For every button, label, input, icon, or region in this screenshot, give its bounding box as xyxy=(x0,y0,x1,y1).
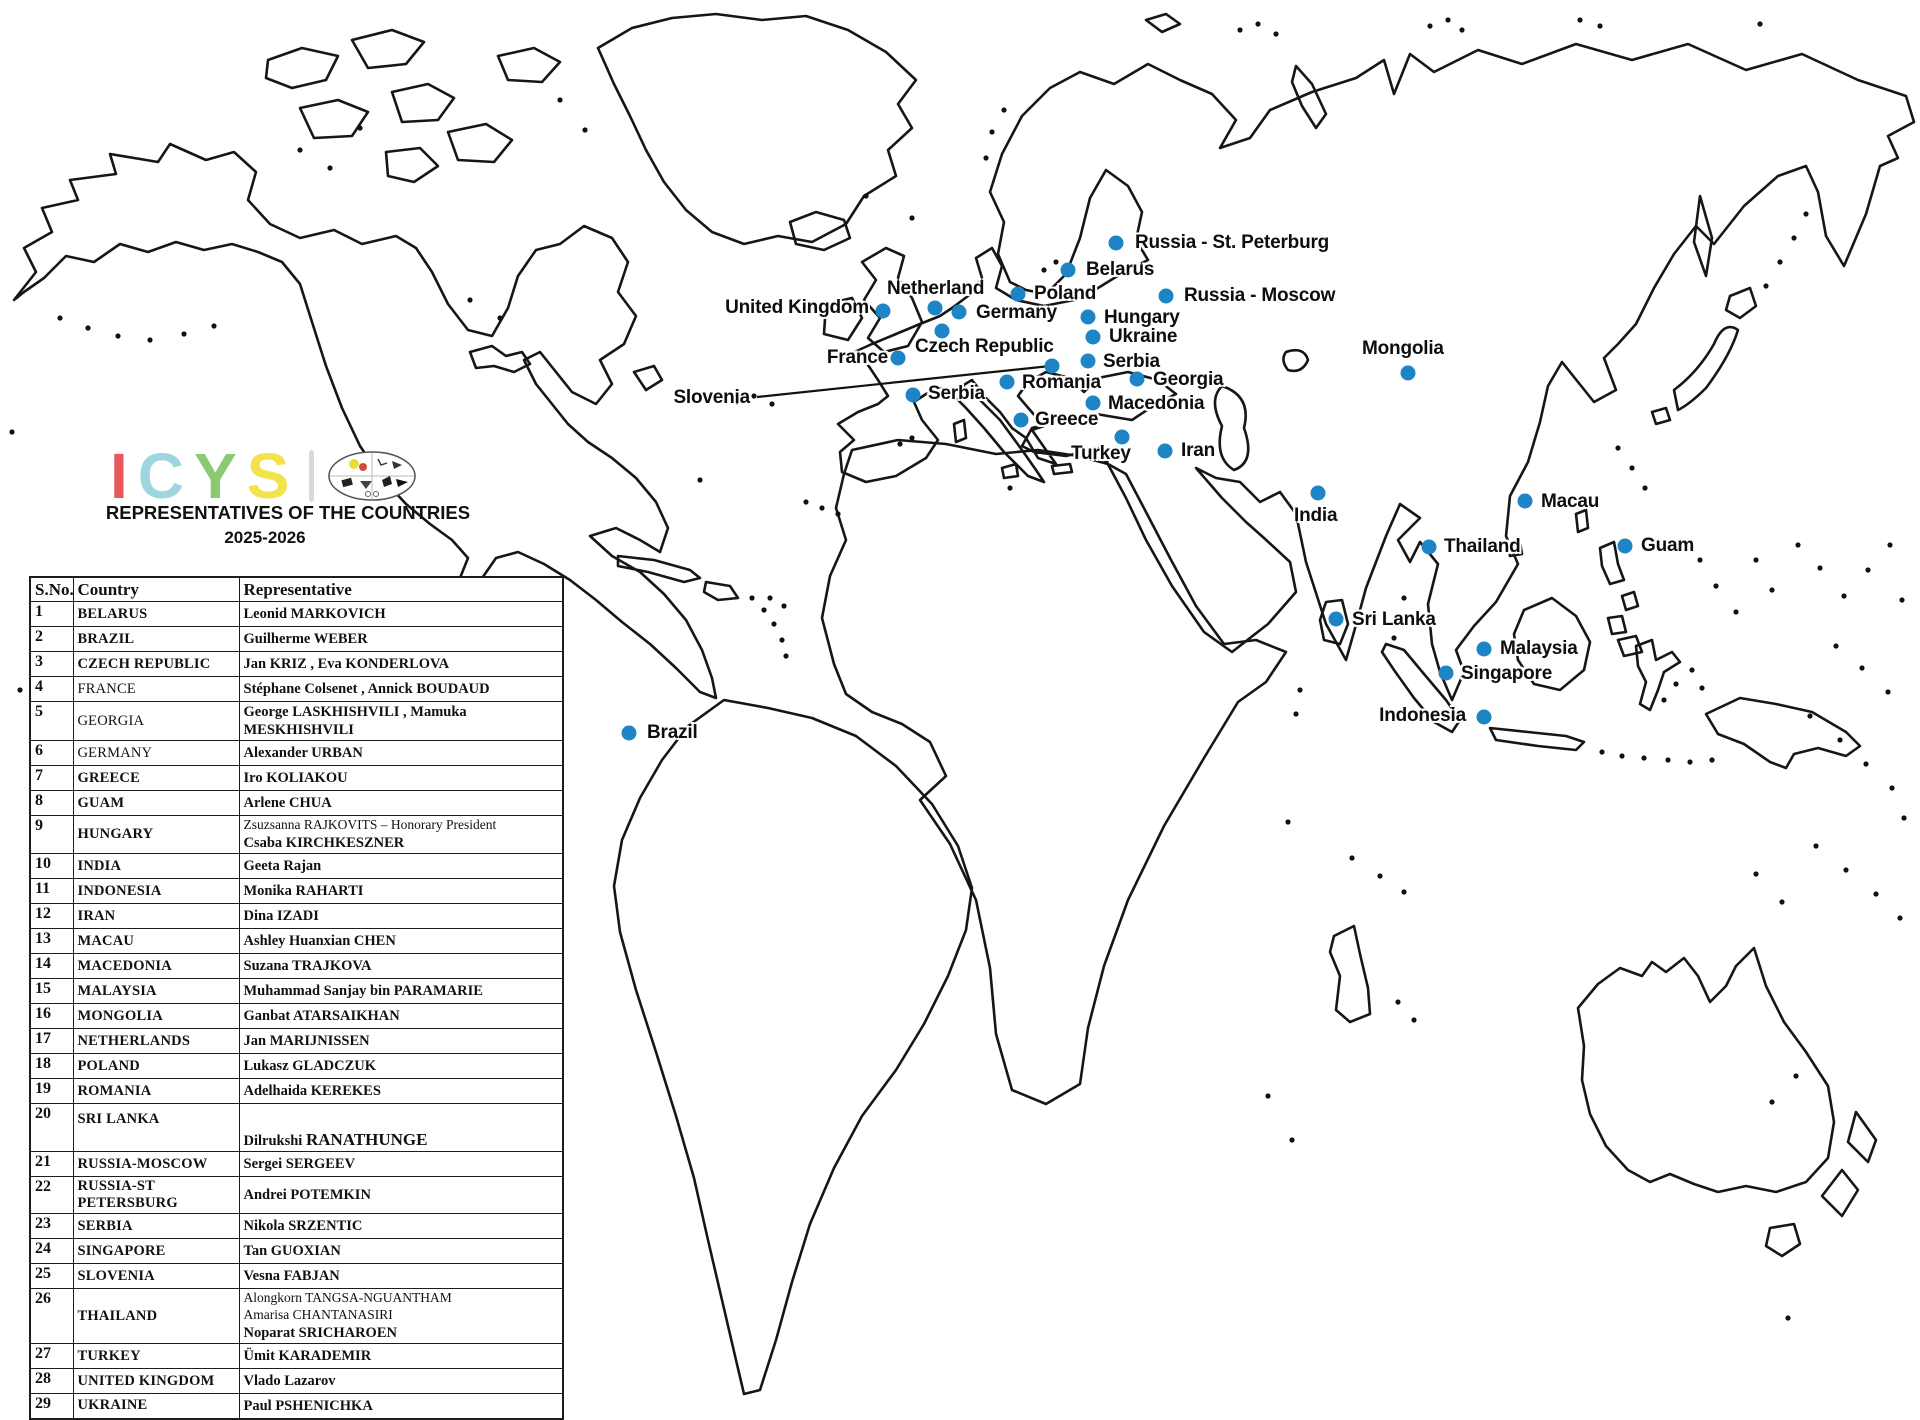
cell-serial-number: 6 xyxy=(30,741,73,766)
country-marker-label: Singapore xyxy=(1461,663,1553,684)
cell-country: RUSSIA-ST PETERSBURG xyxy=(73,1177,239,1214)
cell-representative xyxy=(239,1079,563,1104)
country-marker-label: Serbia xyxy=(928,383,985,404)
cell-serial-number: 21 xyxy=(30,1152,73,1177)
table-row xyxy=(30,627,563,652)
country-marker-label: Greece xyxy=(1035,409,1099,430)
country-marker-label: France xyxy=(826,347,888,368)
representative-name: Sergei SERGEEV xyxy=(243,1155,356,1172)
country-marker-label: Belarus xyxy=(1086,259,1155,280)
country-marker-label: Hungary xyxy=(1104,307,1180,328)
cell-representative xyxy=(239,1394,563,1419)
country-marker-dot[interactable] xyxy=(1518,494,1533,509)
cell-representative xyxy=(239,929,563,954)
page-subtitle: 2025-2026 xyxy=(224,528,306,547)
cell-representative xyxy=(239,1029,563,1054)
cell-country: UKRAINE xyxy=(73,1394,239,1419)
cell-country: FRANCE xyxy=(73,677,239,702)
country-marker-dot[interactable] xyxy=(928,301,943,316)
cell-representative xyxy=(239,879,563,904)
cell-serial-number: 25 xyxy=(30,1264,73,1289)
country-marker-dot[interactable] xyxy=(1109,236,1124,251)
cell-country: SERBIA xyxy=(73,1214,239,1239)
country-marker-dot[interactable] xyxy=(1401,366,1416,381)
cell-serial-number: 11 xyxy=(30,879,73,904)
cell-serial-number: 14 xyxy=(30,954,73,979)
cell-serial-number: 12 xyxy=(30,904,73,929)
cell-country: HUNGARY xyxy=(73,816,239,854)
representative-name: Andrei POTEMKIN xyxy=(243,1186,371,1203)
representative-name: Zsuzsanna RAJKOVITS – Honorary President xyxy=(243,817,497,833)
cell-representative xyxy=(239,702,563,741)
table-header-row xyxy=(30,577,563,602)
country-marker-label: Iran xyxy=(1181,440,1216,461)
country-marker-dot[interactable] xyxy=(1011,287,1026,302)
logo-divider xyxy=(309,450,314,502)
country-marker-label: Czech Republic xyxy=(915,336,1054,357)
col-header-sno: S.No. xyxy=(30,577,73,602)
icys-logo xyxy=(106,440,418,512)
table-row xyxy=(30,677,563,702)
country-marker-dot[interactable] xyxy=(622,726,637,741)
cell-serial-number: 1 xyxy=(30,602,73,627)
table-row xyxy=(30,1029,563,1054)
cell-serial-number: 2 xyxy=(30,627,73,652)
table-row xyxy=(30,1344,563,1369)
cell-serial-number: 20 xyxy=(30,1104,73,1152)
country-marker-label: United Kingdom xyxy=(725,297,869,318)
representative-name: Iro KOLIAKOU xyxy=(243,770,348,787)
country-marker-label: Thailand xyxy=(1444,536,1521,557)
country-marker-label: Indonesia xyxy=(1379,705,1466,726)
cell-country: GEORGIA xyxy=(73,702,239,741)
table-row xyxy=(30,1004,563,1029)
cell-serial-number: 27 xyxy=(30,1344,73,1369)
country-marker-dot[interactable] xyxy=(1477,710,1492,725)
icys-logo-letters xyxy=(106,440,295,512)
country-marker-label: Guam xyxy=(1641,535,1695,556)
cell-serial-number: 9 xyxy=(30,816,73,854)
country-marker-label: Malaysia xyxy=(1500,638,1578,659)
cell-serial-number: 26 xyxy=(30,1289,73,1344)
representative-name: Guilherme WEBER xyxy=(243,630,368,647)
representative-name: Paul PSHENICHKA xyxy=(243,1397,373,1414)
table-row xyxy=(30,979,563,1004)
representative-name: Ümit KARADEMIR xyxy=(243,1348,372,1365)
country-marker-dot[interactable] xyxy=(1422,540,1437,555)
cell-serial-number: 7 xyxy=(30,766,73,791)
representative-name: Vlado Lazarov xyxy=(243,1373,336,1390)
cell-representative xyxy=(239,1152,563,1177)
country-marker-dot[interactable] xyxy=(1477,642,1492,657)
cell-country: MACAU xyxy=(73,929,239,954)
cell-country: GERMANY xyxy=(73,741,239,766)
cell-country: MONGOLIA xyxy=(73,1004,239,1029)
cell-country: GUAM xyxy=(73,791,239,816)
cell-country: INDIA xyxy=(73,854,239,879)
cell-representative xyxy=(239,627,563,652)
representative-name: Alexander URBAN xyxy=(243,745,363,762)
country-marker-label: Turkey xyxy=(1071,443,1131,464)
cell-representative xyxy=(239,1004,563,1029)
logo-letter: C xyxy=(137,440,186,512)
country-marker-label: Russia - St. Peterburg xyxy=(1135,232,1330,253)
cell-serial-number: 8 xyxy=(30,791,73,816)
cell-representative xyxy=(239,741,563,766)
cell-representative xyxy=(239,904,563,929)
representative-name: Muhammad Sanjay bin PARAMARIE xyxy=(243,982,483,999)
country-marker-dot[interactable] xyxy=(1000,375,1015,390)
cell-representative xyxy=(239,816,563,854)
cell-serial-number: 16 xyxy=(30,1004,73,1029)
table-row xyxy=(30,1054,563,1079)
cell-country: SINGAPORE xyxy=(73,1239,239,1264)
cell-serial-number: 3 xyxy=(30,652,73,677)
table-row xyxy=(30,791,563,816)
logo-letter: I xyxy=(110,440,130,512)
cell-serial-number: 18 xyxy=(30,1054,73,1079)
cell-country: SLOVENIA xyxy=(73,1264,239,1289)
table-row xyxy=(30,879,563,904)
cell-serial-number: 22 xyxy=(30,1177,73,1214)
representative-name: Alongkorn TANGSA-NGUANTHAM xyxy=(243,1290,452,1306)
table-row xyxy=(30,1079,563,1104)
cell-country: IRAN xyxy=(73,904,239,929)
cell-representative xyxy=(239,791,563,816)
country-marker-label: Sri Lanka xyxy=(1352,609,1436,630)
table-row xyxy=(30,1289,563,1344)
cell-representative xyxy=(239,602,563,627)
table-row xyxy=(30,929,563,954)
table-row xyxy=(30,652,563,677)
cell-serial-number: 15 xyxy=(30,979,73,1004)
cell-country: MALAYSIA xyxy=(73,979,239,1004)
country-marker-dot[interactable] xyxy=(1329,612,1344,627)
representative-name: Dilrukshi xyxy=(243,1132,306,1149)
cell-country: GREECE xyxy=(73,766,239,791)
cell-representative xyxy=(239,979,563,1004)
country-marker-label: Poland xyxy=(1034,283,1097,304)
table-row xyxy=(30,904,563,929)
cell-representative xyxy=(239,854,563,879)
cell-country: TURKEY xyxy=(73,1344,239,1369)
country-marker-label: Mongolia xyxy=(1362,338,1444,359)
country-marker-label: Germany xyxy=(976,302,1057,323)
cell-serial-number: 19 xyxy=(30,1079,73,1104)
representative-name: Jan KRIZ , Eva KONDERLOVA xyxy=(243,655,450,672)
cell-country: BELARUS xyxy=(73,602,239,627)
representative-surname: RANATHUNGE xyxy=(305,1129,428,1149)
representative-name: Lukasz GLADCZUK xyxy=(243,1057,377,1074)
country-marker-label: Romania xyxy=(1022,372,1101,393)
representative-name: Noparat SRICHAROEN xyxy=(243,1324,397,1341)
representative-name: Adelhaida KEREKES xyxy=(243,1082,381,1099)
country-marker-label: Brazil xyxy=(647,722,698,743)
table-row xyxy=(30,854,563,879)
table-row xyxy=(30,1369,563,1394)
col-header-country: Country xyxy=(73,577,239,602)
country-marker-label: Russia - Moscow xyxy=(1184,285,1336,306)
country-marker-label: Macedonia xyxy=(1108,393,1205,414)
country-marker-dot[interactable] xyxy=(1439,666,1454,681)
country-marker-dot[interactable] xyxy=(952,305,967,320)
representative-name: Geeta Rajan xyxy=(243,857,322,874)
cell-serial-number: 24 xyxy=(30,1239,73,1264)
cell-representative xyxy=(239,1264,563,1289)
country-marker-label: Ukraine xyxy=(1109,326,1178,347)
cell-country: UNITED KINGDOM xyxy=(73,1369,239,1394)
country-marker-dot[interactable] xyxy=(1061,263,1076,278)
representative-name: Ashley Huanxian CHEN xyxy=(243,932,396,949)
representative-name: Jan MARIJNISSEN xyxy=(243,1032,370,1049)
table-row xyxy=(30,702,563,741)
cell-representative xyxy=(239,1289,563,1344)
country-marker-label: Serbia xyxy=(1103,351,1160,372)
table-row xyxy=(30,1152,563,1177)
cell-representative xyxy=(239,766,563,791)
cell-representative xyxy=(239,1177,563,1214)
table-row xyxy=(30,954,563,979)
cell-country: INDONESIA xyxy=(73,879,239,904)
col-header-representative: Representative xyxy=(239,577,563,602)
representative-name: George LASKHISHVILI , Mamuka MESKHISHVILI xyxy=(243,704,467,739)
country-marker-dot[interactable] xyxy=(1014,413,1029,428)
representative-name: Vesna FABJAN xyxy=(243,1267,340,1284)
cell-serial-number: 5 xyxy=(30,702,73,741)
country-marker-dot[interactable] xyxy=(891,351,906,366)
country-marker-dot[interactable] xyxy=(906,388,921,403)
country-marker-label: Slovenia xyxy=(673,387,750,408)
country-marker-dot[interactable] xyxy=(1081,310,1096,325)
cell-serial-number: 4 xyxy=(30,677,73,702)
representative-name: Dina IZADI xyxy=(243,907,319,924)
cell-representative xyxy=(239,954,563,979)
table-row xyxy=(30,1214,563,1239)
cell-representative xyxy=(239,1344,563,1369)
page-title: REPRESENTATIVES OF THE COUNTRIES xyxy=(105,502,471,523)
country-marker-dot[interactable] xyxy=(1618,539,1633,554)
table-row xyxy=(30,1264,563,1289)
table-row xyxy=(30,1104,563,1152)
cell-serial-number: 23 xyxy=(30,1214,73,1239)
country-marker-dot[interactable] xyxy=(1081,354,1096,369)
cell-country: ROMANIA xyxy=(73,1079,239,1104)
representative-name: Amarisa CHANTANASIRI xyxy=(243,1307,393,1323)
cell-representative xyxy=(239,652,563,677)
table-row xyxy=(30,602,563,627)
representative-name: Leonid MARKOVICH xyxy=(243,605,386,622)
table-row xyxy=(30,1239,563,1264)
table-row xyxy=(30,766,563,791)
country-marker-label: India xyxy=(1294,505,1338,526)
country-marker-label: Georgia xyxy=(1153,369,1224,390)
cell-country: SRI LANKA xyxy=(73,1104,239,1152)
country-marker-dot[interactable] xyxy=(1130,372,1145,387)
cell-representative xyxy=(239,1054,563,1079)
cell-country: NETHERLANDS xyxy=(73,1029,239,1054)
country-marker-dot[interactable] xyxy=(1158,444,1173,459)
representatives-table xyxy=(29,576,564,1420)
country-marker-label: Macau xyxy=(1541,491,1600,512)
logo-letter: Y xyxy=(194,440,239,512)
cell-country: BRAZIL xyxy=(73,627,239,652)
cell-representative xyxy=(239,1239,563,1264)
representative-name: Csaba KIRCHKESZNER xyxy=(243,834,405,851)
representative-name: Ganbat ATARSAIKHAN xyxy=(243,1007,400,1024)
representative-name: Nikola SRZENTIC xyxy=(243,1217,363,1234)
cell-serial-number: 29 xyxy=(30,1394,73,1419)
representative-name: Stéphane Colsenet , Annick BOUDAUD xyxy=(243,680,490,697)
cell-country: THAILAND xyxy=(73,1289,239,1344)
table-row xyxy=(30,1394,563,1419)
country-marker-dot[interactable] xyxy=(1086,330,1101,345)
cell-country: MACEDONIA xyxy=(73,954,239,979)
cell-serial-number: 17 xyxy=(30,1029,73,1054)
cell-representative xyxy=(239,1104,563,1152)
cell-representative xyxy=(239,677,563,702)
representative-name: Arlene CHUA xyxy=(243,795,332,812)
country-marker-dot[interactable] xyxy=(876,304,891,319)
table-row xyxy=(30,816,563,854)
representative-name: Tan GUOXIAN xyxy=(243,1242,341,1259)
cell-serial-number: 10 xyxy=(30,854,73,879)
cell-serial-number: 13 xyxy=(30,929,73,954)
country-marker-dot[interactable] xyxy=(1311,486,1326,501)
cell-representative xyxy=(239,1214,563,1239)
logo-letter: S xyxy=(246,440,292,512)
representative-name: Suzana TRAJKOVA xyxy=(243,957,372,974)
table-row xyxy=(30,741,563,766)
country-marker-label: Netherland xyxy=(887,278,985,299)
table-row xyxy=(30,1177,563,1214)
representative-name: Monika RAHARTI xyxy=(243,882,364,899)
cell-country: RUSSIA-MOSCOW xyxy=(73,1152,239,1177)
country-marker-dot[interactable] xyxy=(1159,289,1174,304)
cell-country: POLAND xyxy=(73,1054,239,1079)
oval-emblem-icon xyxy=(326,449,418,503)
cell-representative xyxy=(239,1369,563,1394)
cell-country: CZECH REPUBLIC xyxy=(73,652,239,677)
cell-serial-number: 28 xyxy=(30,1369,73,1394)
